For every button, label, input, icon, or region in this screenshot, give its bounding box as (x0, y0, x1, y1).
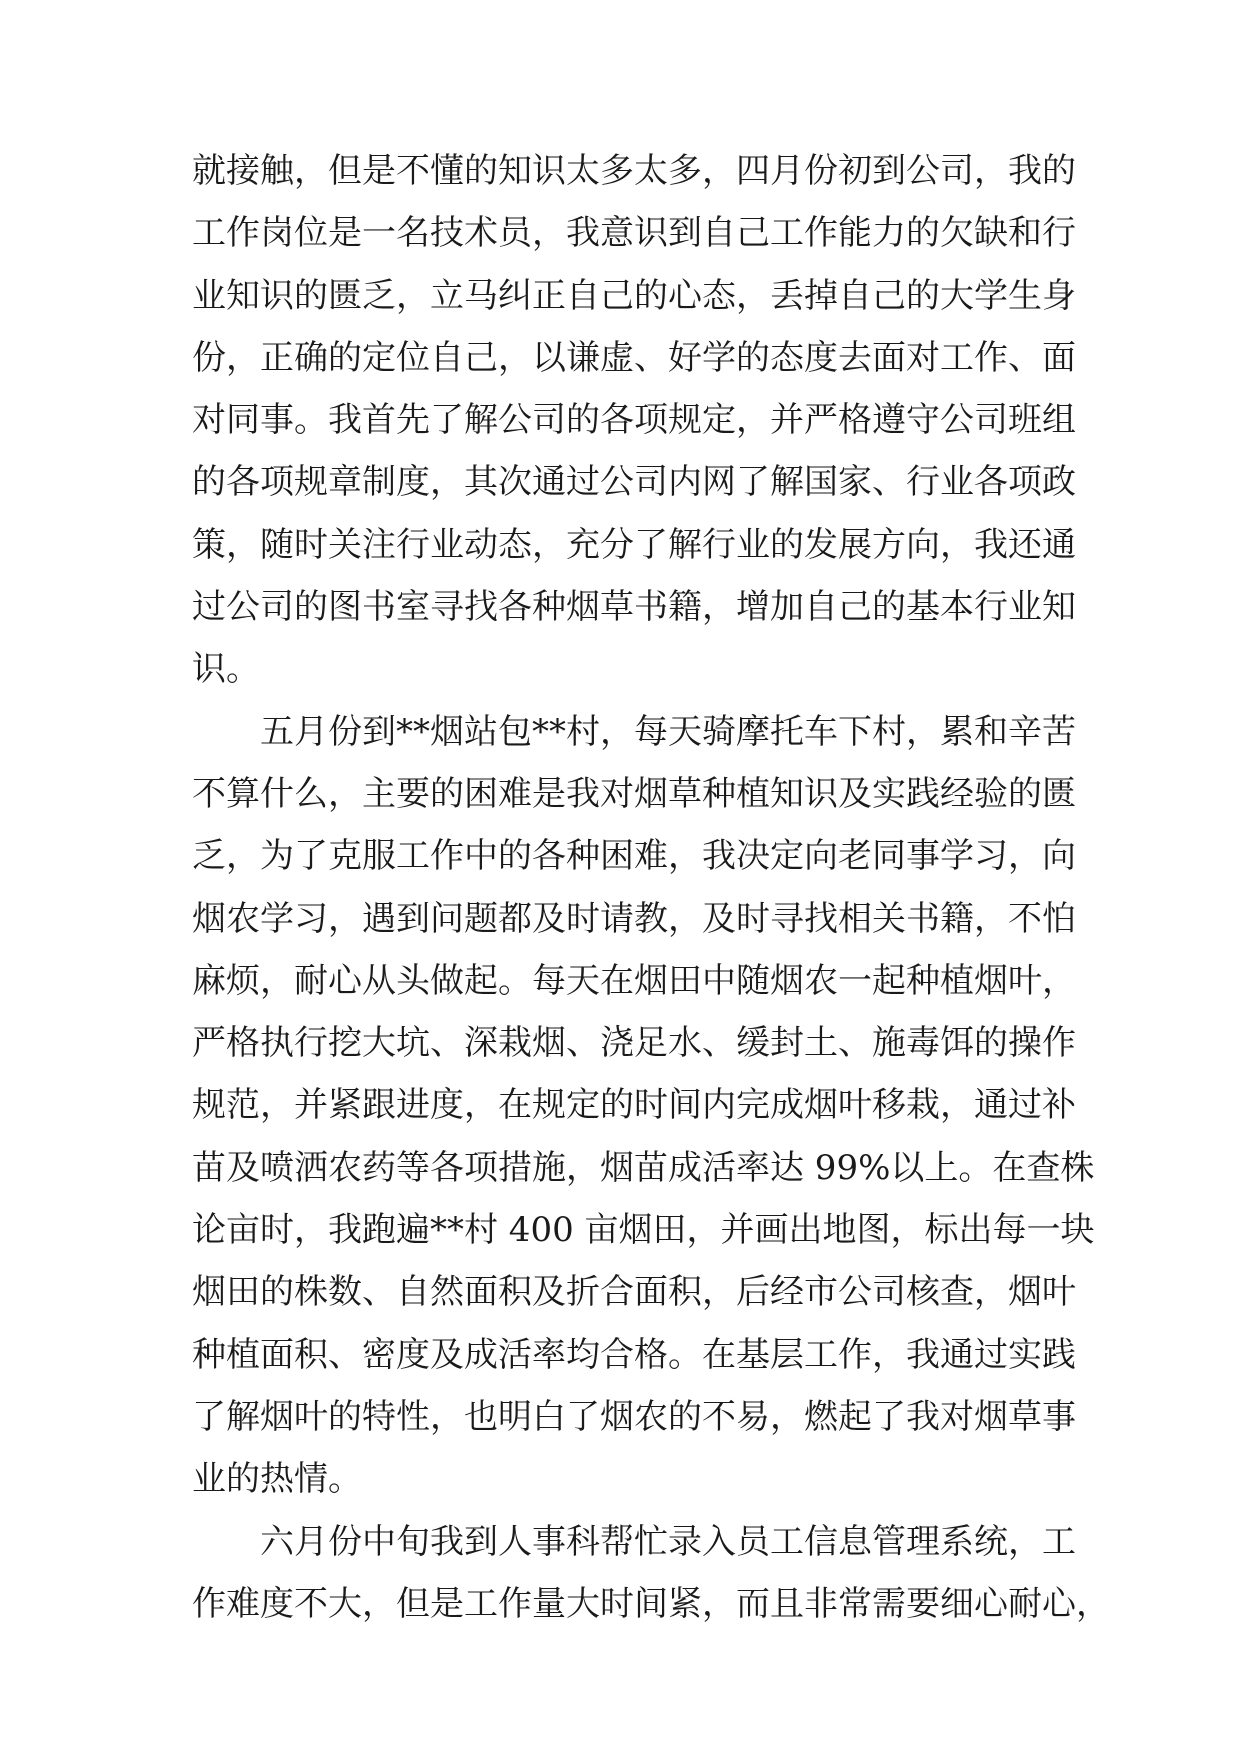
text-line: 了解烟叶的特性，也明白了烟农的不易，燃起了我对烟草事 (192, 1396, 1076, 1437)
text-line: 不算什么，主要的困难是我对烟草种植知识及实践经验的匮 (192, 773, 1076, 814)
text-line: 份，正确的定位自己，以谦虚、好学的态度去面对工作、面 (192, 337, 1076, 378)
text-line: 乏，为了克服工作中的各种困难，我决定向老同事学习，向 (192, 836, 1076, 877)
paragraph-1 (192, 140, 1076, 701)
text-line: 作难度不大，但是工作量大时间紧，而且非常需要细心耐心， (192, 1583, 1110, 1624)
text-line: 对同事。我首先了解公司的各项规定，并严格遵守公司班组 (192, 400, 1076, 441)
text-line: 规范，并紧跟进度，在规定的时间内完成烟叶移栽，通过补 (192, 1085, 1076, 1126)
body-text (192, 140, 1110, 1635)
text-line: 策，随时关注行业动态，充分了解行业的发展方向，我还通 (192, 524, 1076, 565)
text-line: 工作岗位是一名技术员，我意识到自己工作能力的欠缺和行 (192, 213, 1076, 254)
text-line: 业知识的匮乏，立马纠正自己的心态，丢掉自己的大学生身 (192, 275, 1076, 316)
text-line: 的各项规章制度，其次通过公司内网了解国家、行业各项政 (192, 462, 1076, 503)
text-line: 苗及喷洒农药等各项措施，烟苗成活率达 99%以上。在查株 (192, 1147, 1095, 1188)
text-line: 识。 (192, 649, 260, 690)
paragraph-3 (192, 1511, 1110, 1636)
text-line: 业的热情。 (192, 1459, 362, 1500)
text-line: 五月份到**烟站包**村，每天骑摩托车下村，累和辛苦 (260, 711, 1076, 752)
text-line: 过公司的图书室寻找各种烟草书籍，增加自己的基本行业知 (192, 587, 1076, 628)
text-line: 严格执行挖大坑、深栽烟、浇足水、缓封土、施毒饵的操作 (192, 1023, 1076, 1064)
text-line: 论亩时，我跑遍**村 400 亩烟田，并画出地图，标出每一块 (192, 1210, 1095, 1251)
paragraph-2 (192, 701, 1095, 1511)
text-line: 麻烦，耐心从头做起。每天在烟田中随烟农一起种植烟叶， (192, 960, 1076, 1001)
text-line: 就接触，但是不懂的知识太多太多，四月份初到公司，我的 (192, 151, 1076, 191)
text-line: 种植面积、密度及成活率均合格。在基层工作，我通过实践 (192, 1334, 1076, 1375)
text-line: 六月份中旬我到人事科帮忙录入员工信息管理系统，工 (260, 1521, 1076, 1562)
text-line: 烟田的株数、自然面积及折合面积，后经市公司核查，烟叶 (192, 1272, 1076, 1313)
text-line: 烟农学习，遇到问题都及时请教，及时寻找相关书籍，不怕 (192, 898, 1076, 939)
